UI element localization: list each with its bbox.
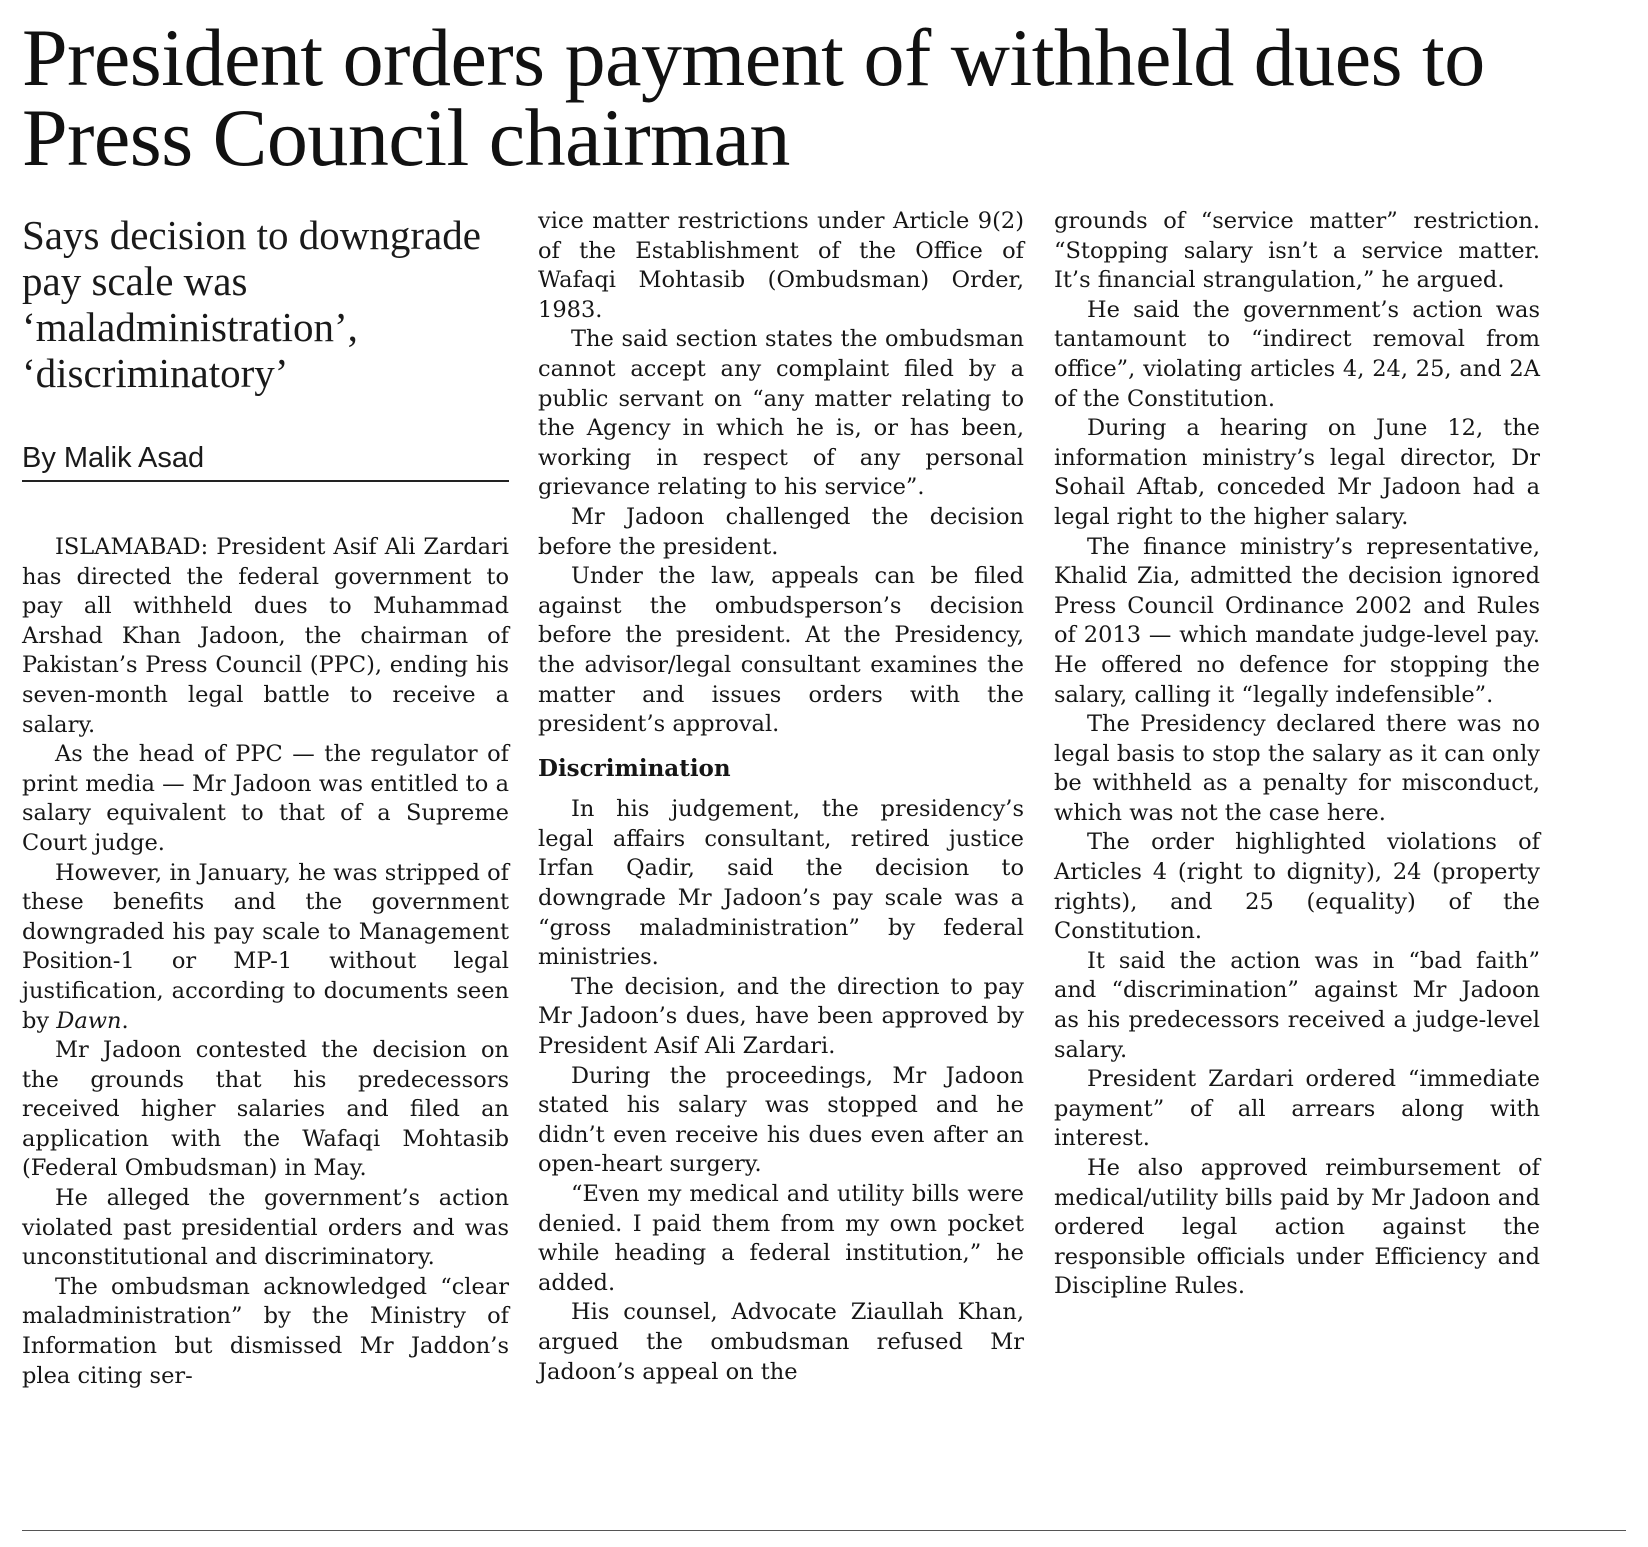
paragraph: ISLAMABAD: President Asif Ali Zardari has directed the federal government to pay all withheld dues to Muhammad Arshad Khan Jadoon, the chairman of Pakistan’s Press Council (PPC), ending his seven-month legal battle to receive a salary. [22,534,509,738]
paragraph: “Even my medical and utility bills were denied. I paid them from my own pocket while heading a federal institution,” he added. [538,1181,1024,1296]
paragraph [22,859,509,1037]
deck-subheadline: Says decision to downgrade pay scale was ‘maladministration’, ‘discriminatory’ [22,212,481,396]
paragraph: The said section states the ombudsman cannot accept any complaint filed by a public servant on “any matter relating to the Agency in which he is, or has been, working in respect of any personal grievance relating to his service”. [538,326,1024,501]
paragraph: As the head of PPC — the regulator of print media — Mr Jadoon was entitled to a salary equivalent to that of a Supreme Court judge. [22,741,509,856]
publication-name: Dawn [56,1007,122,1034]
paragraph-continued: grounds of “service matter” restriction. “Stopping salary isn’t a service matter. It’s financial strangulation,” he argued. [1054,208,1540,294]
paragraph: He said the government’s action was tantamount to “indirect removal from office”, violating articles 4, 24, 25, and 2A of the Constitution. [1054,296,1540,412]
paragraph: In his judgement, the presidency’s legal affairs consultant, retired justice Irfan Qadir, said the decision to downgrade Mr Jadoon’s pay scale was a “gross maladministration” by federal ministries. [538,796,1024,971]
byline: By Malik Asad [22,442,205,474]
paragraph: Mr Jadoon challenged the decision before the president. [538,503,1024,560]
paragraph: During the proceedings, Mr Jadoon stated his salary was stopped and he didn’t even receive his dues even after an open-heart surgery. [538,1062,1024,1178]
byline-divider [22,480,509,482]
paragraph: During a hearing on June 12, the information ministry’s legal director, Dr Sohail Aftab, conceded Mr Jadoon had a legal right to the higher salary. [1054,415,1540,530]
paragraph: It said the action was in “bad faith” and “discrimination” against Mr Jadoon as his predecessors received a judge-level salary. [1054,947,1540,1063]
paragraph: The finance ministry’s representative, Khalid Zia, admitted the decision ignored Press Council Ordinance 2002 and Rules of 2013 — which mandate judge-level pay. He offered no defence for stopping the salary, calling it “legally indefensible”. [1054,533,1540,708]
paragraph: The Presidency declared there was no legal basis to stop the salary as it can only be withheld as a penalty for misconduct, which was not the case here. [1054,711,1540,826]
article-column-1 [22,533,509,1391]
paragraph: The ombudsman acknowledged “clear maladministration” by the Ministry of Information but dismissed Mr Jaddon’s plea citing ser- [22,1273,509,1389]
paragraph-end: . [121,1007,129,1034]
paragraph: The decision, and the direction to pay Mr Jadoon’s dues, have been approved by President Asif Ali Zardari. [538,973,1024,1060]
paragraph: Under the law, appeals can be filed against the ombudsperson’s decision before the president. At the Presidency, the advisor/legal consultant examines the matter and issues orders with the president’s approval. [538,563,1024,738]
bottom-divider [22,1530,1626,1531]
article-column-3 [1054,207,1540,1302]
paragraph-text: However, in January, he was stripped of these benefits and the government downgraded his pay scale to Management Position-1 or MP-1 without legal justification, according to documents seen by [22,859,509,1034]
paragraph-continued: vice matter restrictions under Article 9(2) of the Establishment of the Office of Wafaqi Mohtasib (Ombudsman) Order, 1983. [538,208,1024,323]
paragraph: His counsel, Advocate Ziaullah Khan, argued the ombudsman refused Mr Jadoon’s appeal on the [538,1299,1024,1385]
paragraph: Mr Jadoon contested the decision on the grounds that his predecessors received higher salaries and filed an application with the Wafaqi Mohtasib (Federal Ombudsman) in May. [22,1037,509,1182]
paragraph: He also approved reimbursement of medical/utility bills paid by Mr Jadoon and ordered legal action against the responsible officials under Efficiency and Discipline Rules. [1054,1155,1540,1300]
paragraph: The order highlighted violations of Articles 4 (right to dignity), 24 (property rights), and 25 (equality) of the Constitution. [1054,829,1540,945]
headline: President orders payment of withheld dues to Press Council chairman [22,12,1485,183]
paragraph: President Zardari ordered “immediate payment” of all arrears along with interest. [1054,1066,1540,1152]
paragraph: He alleged the government’s action violated past presidential orders and was unconstitutional and discriminatory. [22,1185,509,1271]
article-column-2 [538,207,1024,1387]
section-subhead: Discrimination [538,754,731,782]
